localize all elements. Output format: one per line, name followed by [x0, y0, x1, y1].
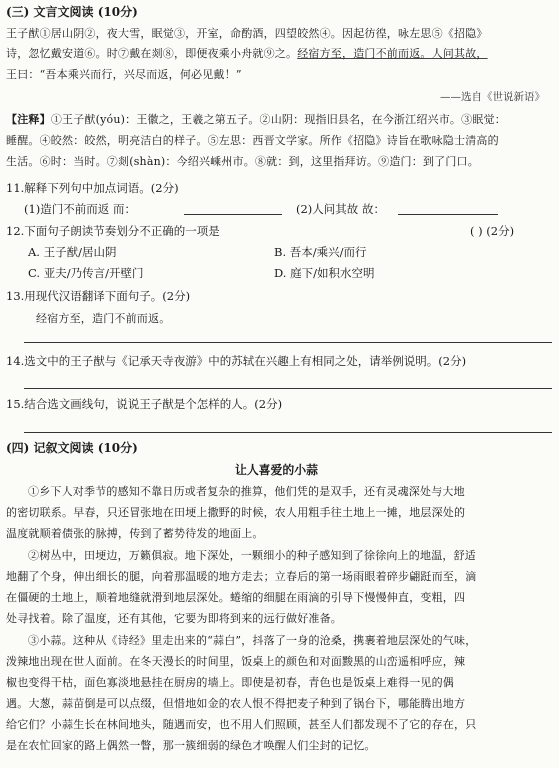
article-line-10: 椒也变得干枯，面色寡淡地悬挂在厨房的墙上。即使是初春，青色也是饭桌上难得一见的偶: [6, 676, 454, 689]
passage-line-2: [6, 48, 488, 59]
passage-line-1: 王子猷①居山阴②，夜大雪，眠觉③，开室，命酌酒，四望皎然④。因起彷徨，咏左思⑤《招隐》: [6, 27, 488, 40]
option-b[interactable]: B. 吾本/乘兴/而行: [274, 245, 367, 259]
passage-underlined-sentence: 经宿方至，造门不前而返。人问其故，: [297, 47, 488, 60]
notes-line-1-text: ①王子猷(yóu)：王徽之，王羲之第五子。②山阴：现指旧县名，在今浙江绍兴市。③眠觉：: [50, 113, 506, 126]
notes-line-3: 生活。⑥时：当时。⑦剡(shàn)：今绍兴嵊州市。⑧就：到，这里指拜访。⑨造门：到了门口。: [6, 155, 479, 168]
answer-line-15[interactable]: [24, 432, 552, 433]
section3-heading: (三) 文言文阅读 (10分): [6, 5, 138, 19]
article-line-6: 在僵硬的土地上，顺着地缝就滑到地层深处。蜷缩的细腿在雨滴的引导下慢慢伸直，变粗，四: [6, 591, 466, 604]
notes-line-1: [6, 114, 506, 125]
passage-line-3: 王曰：“吾本乘兴而行，兴尽而返，何必见戴！”: [6, 68, 242, 81]
question-11-part1: (1)造门不前而返 而：: [24, 202, 136, 216]
notes-line-2: 睡醒。④皎然：皎然，明亮洁白的样子。⑤左思：西晋文学家。所作《招隐》诗旨在歌咏隐士清高的: [6, 134, 499, 147]
article-line-1: ①乡下人对季节的感知不靠日历或者复杂的推算，他们凭的是双手，还有灵魂深处与大地: [28, 485, 465, 498]
article-line-12: 给它们？小蒜生长在林间地头，随遇而安，也不用人们照顾，甚至人们都发现不了它的存在，只: [6, 718, 477, 731]
article-line-5: 地翻了个身，伸出细长的腿，向着那温暖的地方走去；立春后的第一场雨眼着碎步翩跹而至，滴: [6, 570, 477, 583]
article-title: 让人喜爱的小蒜: [234, 463, 319, 477]
article-line-9: 泼辣地出现在世人面前。在冬天漫长的时间里，饭桌上的颜色和对面黢黑的山峦遥相呼应，辣: [6, 655, 466, 668]
notes-label: 【注释】: [6, 113, 51, 126]
question-12: 12.下面句子朗读节奏划分不正确的一项是: [6, 224, 220, 238]
article-line-13: 是在农忙回家的路上偶然一瞥，那一簇细弱的绿色才唤醒人们尘封的记忆。: [6, 739, 376, 752]
option-a[interactable]: A. 王子猷/居山阴: [28, 245, 117, 259]
question-14: 14.选文中的王子猷与《记承天寺夜游》中的苏轼在兴趣上有相同之处，请举例说明。(2分): [6, 354, 467, 368]
question-15: 15.结合选文画线句，说说王子猷是个怎样的人。(2分): [6, 397, 283, 411]
answer-line-11-1[interactable]: [184, 214, 282, 215]
article-line-4: ②树丛中，田埂边，万籁俱寂。地下深处，一颗细小的种子感知到了徐徐向上的地温，舒适: [28, 549, 476, 562]
answer-line-14[interactable]: [24, 388, 552, 389]
article-line-7: 处寻找着。除了温度，还有其他，它要为即将到来的远行做好准备。: [6, 612, 342, 625]
question-13-sentence: 经宿方至，造门不前而返。: [36, 312, 171, 325]
article-line-11: 遇。大葱，蒜苗倒是可以点缀，但惜地如金的农人恨不得把麦子种到了锅台下，哪能腾出地方: [6, 697, 466, 710]
passage-line-2-text: 诗，忽忆戴安道⑥。时⑦戴在剡⑧，即便夜乘小舟就⑨之。: [6, 47, 298, 60]
section4-heading: (四) 记叙文阅读 (10分): [6, 441, 138, 455]
passage-source: ——选自《世说新语》: [440, 91, 545, 103]
question-13: 13.用现代汉语翻译下面句子。(2分): [6, 289, 191, 303]
option-d[interactable]: D. 庭下/如积水空明: [274, 266, 375, 280]
question-11: 11.解释下列句中加点词语。(2分): [6, 181, 179, 195]
question-11-part2: (2)人问其故 故：: [296, 202, 385, 216]
article-line-2: 的密切联系。早春，只还冒张地在田埂上撒野的时候，农人用粗手往土地上一摊，地层深处的: [6, 506, 466, 519]
question-12-points: ( ) (2分): [470, 224, 515, 238]
article-line-3: 温度就顺着债张的脉搏，传到了蓄势待发的地面上。: [6, 527, 264, 540]
answer-line-11-2[interactable]: [398, 214, 498, 215]
answer-line-13[interactable]: [24, 342, 552, 343]
option-c[interactable]: C. 亚夫/乃传言/开壁门: [28, 266, 144, 280]
article-line-8: ③小蒜。这种从《诗经》里走出来的“蒜白”，抖落了一身的沧桑，携裹着地层深处的气味，: [28, 634, 477, 647]
